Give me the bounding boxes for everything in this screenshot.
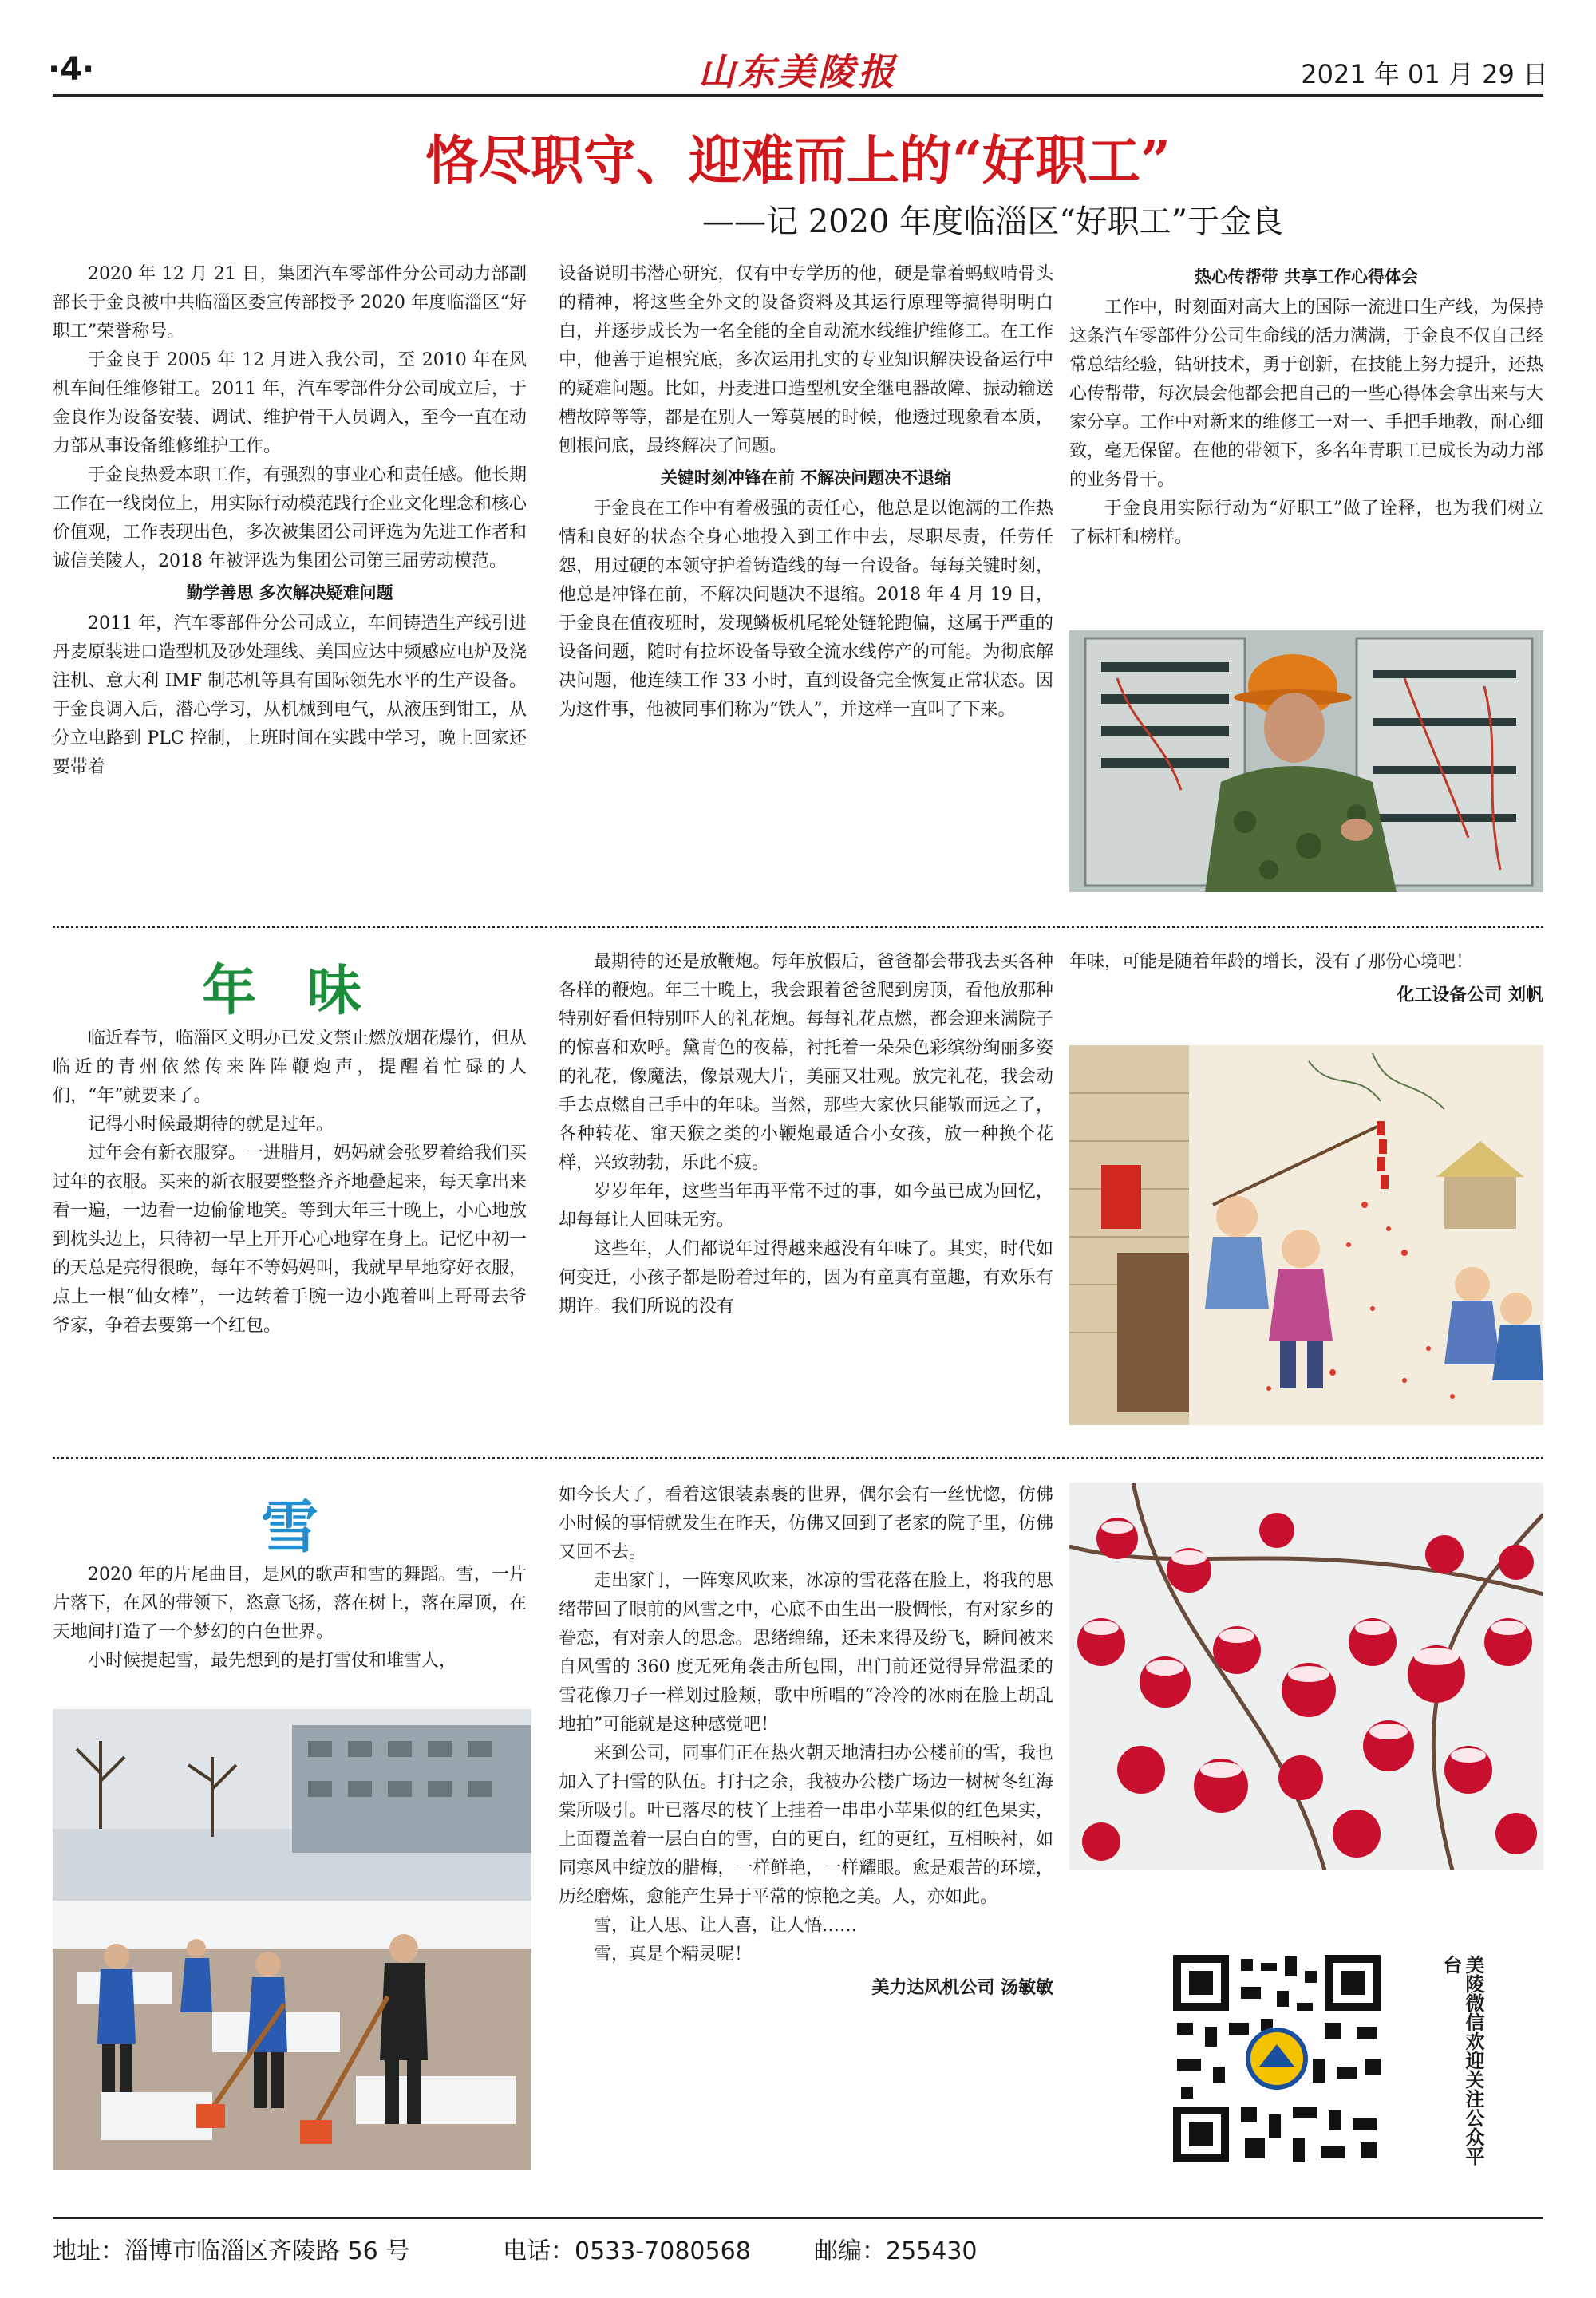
article-title: 恪尽职守、迎难而上的“好职工” bbox=[425, 129, 1171, 192]
footer-postcode: 邮编：255430 bbox=[814, 2237, 978, 2265]
article1-col3 bbox=[1069, 260, 1543, 552]
paragraph: 过年会有新衣服穿。一进腊月，妈妈就会张罗着给我们买过年的衣服。买来的新衣服要整整齐齐地叠起来，每天拿出来看一遍，一边看一边偷偷地笑。等到大年三十晚上，小心地放到枕头边上，只待初一早上开开心心地穿在身上。记忆中初一的天总是亮得很晚，每年不等妈妈叫，我就早早地穿好衣服，点上一根“仙女棒”，一边转着手腕一边小跑着叫上哥哥去爷爷家，争着去要第一个红包。 bbox=[53, 1143, 527, 1336]
paragraph: 于金良用实际行动为“好职工”做了诠释，也为我们树立了标杆和榜样。 bbox=[1069, 499, 1543, 547]
paragraph: 2020 年 12 月 21 日，集团汽车零部件分公司动力部副部长于金良被中共临淄区委宣传部授予 2020 年度临淄区“好职工”荣誉称号。 bbox=[53, 264, 527, 342]
masthead: 山东美陵报 bbox=[698, 50, 898, 93]
section-heading: 勤学善思 多次解决疑难问题 bbox=[186, 583, 393, 602]
paragraph: 2011 年，汽车零部件分公司成立，车间铸造生产线引进丹麦原装进口造型机及砂处理线、美国应达中频感应电炉及浇注机、意大利 IMF 制芯机等具有国际领先水平的生产设备。于金良调入后，潜心学习，从机械到电气，从液压到钳工，从分立电路到 PLC 控制，上班时间在实践中学习，晚上回家还要带着 bbox=[53, 614, 527, 777]
paragraph: 年味，可能是随着年龄的增长，没有了那份心境吧！ bbox=[1069, 952, 1474, 972]
article1-col2 bbox=[559, 260, 1053, 725]
snow-sweeping-photo bbox=[53, 1709, 531, 2170]
new-year-illustration bbox=[1069, 1045, 1543, 1425]
paragraph: 2020 年的片尾曲目，是风的歌声和雪的舞蹈。雪，一片片落下，在风的带领下，恣意飞扬，落在树上，落在屋顶，在天地间打造了一个梦幻的白色世界。 bbox=[53, 1565, 527, 1642]
paragraph: 如今长大了，看着这银装素裹的世界，偶尔会有一丝忧惚，仿佛小时候的事情就发生在昨天，仿佛又回到了老家的院子里，仿佛又回不去。 bbox=[559, 1485, 1053, 1562]
article3-col2 bbox=[559, 1481, 1053, 2004]
footer-address: 地址：淄博市临淄区齐陵路 56 号 bbox=[53, 2237, 410, 2265]
author-byline: 化工设备公司 刘帆 bbox=[1396, 985, 1543, 1005]
paragraph: 于金良热爱本职工作，有强烈的事业心和责任感。他长期工作在一线岗位上，用实际行动模范践行企业文化理念和核心价值观，工作表现出色，多次被集团公司评选为先进工作者和诚信美陵人，2018 年被评选为集团公司第三届劳动模范。 bbox=[53, 465, 527, 571]
paragraph: 最期待的还是放鞭炮。每年放假后，爸爸都会带我去买各种各样的鞭炮。年三十晚上，我会跟着爸爸爬到房顶，看他放那种特别好看但特别吓人的礼花炮。每每礼花点燃，都会迎来满院子的惊喜和欢呼。黛青色的夜幕，衬托着一朵朵色彩缤纷绚丽多姿的礼花，像魔法，像景观大片，美丽又壮观。放完礼花，我会动手去点燃自己手中的年味。当然，那些大家伙只能敬而远之了，各种转花、窜天猴之类的小鞭炮最适合小女孩，放一种换个花样，兴致勃勃，乐此不疲。 bbox=[559, 952, 1053, 1173]
paragraph: 于金良于 2005 年 12 月进入我公司，至 2010 年在风机车间任维修钳工。2011 年，汽车零部件分公司成立后，于金良作为设备安装、调试、维护骨干人员调入，至今一直在动力部从事设备维修维护工作。 bbox=[53, 350, 527, 456]
article-title: 雪 bbox=[260, 1493, 318, 1561]
worker-photo bbox=[1069, 630, 1543, 892]
paragraph: 岁岁年年，这些当年再平常不过的事，如今虽已成为回忆，却每每让人回味无穷。 bbox=[559, 1182, 1053, 1230]
paragraph: 临近春节，临淄区文明办已发文禁止燃放烟花爆竹，但从临近的青州依然传来阵阵鞭炮声，提醒着忙碌的人们，“年”就要来了。 bbox=[53, 1029, 527, 1106]
paragraph: 来到公司，同事们正在热火朝天地清扫办公楼前的雪，我也加入了扫雪的队伍。打扫之余，我被办公楼广场边一树树冬红海棠所吸引。叶已落尽的枝丫上挂着一串串小苹果似的红色果实，上面覆盖着一层白白的雪，白的更白，红的更红，互相映衬，如同寒风中绽放的腊梅，一样鲜艳，一样耀眼。愈是艰苦的环境，历经磨炼，愈能产生异于平常的惊艳之美。人，亦如此。 bbox=[559, 1743, 1053, 1907]
author-byline: 美力达风机公司 汤敏敏 bbox=[871, 1978, 1053, 1998]
page-number: ·4· bbox=[48, 51, 95, 88]
paragraph: 小时候提起雪，最先想到的是打雪仗和堆雪人， bbox=[88, 1651, 457, 1671]
paragraph: 雪，真是个精灵呢！ bbox=[594, 1945, 753, 1964]
article-title: 年 味 bbox=[202, 960, 377, 1023]
article-subtitle: ——记 2020 年度临淄区“好职工”于金良 bbox=[702, 203, 1284, 240]
paragraph: 记得小时候最期待的就是过年。 bbox=[88, 1115, 334, 1135]
paragraph: 于金良在工作中有着极强的责任心，他总是以饱满的工作热情和良好的状态全身心地投入到工作中去，尽职尽责，任劳任怨，用过硬的本领守护着铸造线的每一台设备。每每关键时刻，他总是冲锋在前，不解决问题决不退缩。2018 年 4 月 19 日，于金良在值夜班时，发现鳞板机尾轮处链轮跑偏，这属于严重的设备问题，随时有拉坏设备导致全流水线停产的可能。为彻底解决问题，他连续工作 33 小时，直到设备完全恢复正常状态。因为这件事，他被同事们称为“铁人”，并这样一直叫了下来。 bbox=[559, 499, 1053, 720]
issue-date: 2021 年 01 月 29 日 bbox=[1301, 59, 1548, 89]
article2-col3 bbox=[1069, 948, 1543, 1011]
section-heading: 热心传帮带 共享工作心得体会 bbox=[1194, 267, 1419, 286]
paragraph: 走出家门，一阵寒风吹来，冰凉的雪花落在脸上，将我的思绪带回了眼前的风雪之中，心底不由生出一股惆怅，有对家乡的眷恋，有对亲人的思念。思绪绵绵，还未来得及纷飞，瞬间被来自风雪的 360 度无死角袭击所包围，出门前还觉得异常温柔的雪花像刀子一样划过脸颊，歌中所唱的“冷冷的冰雨在脸上胡乱地拍”可能就是这种感觉吧！ bbox=[559, 1571, 1053, 1735]
footer-rule bbox=[53, 2217, 1543, 2219]
paragraph: 雪，让人思、让人喜，让人悟…… bbox=[594, 1916, 858, 1936]
header-rule bbox=[53, 94, 1543, 97]
section-heading: 关键时刻冲锋在前 不解决问题决不退缩 bbox=[660, 468, 952, 488]
snowy-berries-photo bbox=[1069, 1483, 1543, 1870]
qr-code[interactable] bbox=[1165, 1947, 1389, 2170]
qr-caption: 美陵微信欢迎关注公众平台 bbox=[1440, 1955, 1484, 2166]
article2-col2 bbox=[559, 948, 1053, 1321]
paragraph: 工作中，时刻面对高大上的国际一流进口生产线，为保持这条汽车零部件分公司生命线的活力满满，于金良不仅自己经常总结经验，钻研技术，勇于创新，在技能上努力提升，还热心传帮带，每次晨会他都会把自己的一些心得体会拿出来与大家分享。工作中对新来的维修工一对一、手把手地教，耐心细致，毫无保留。在他的带领下，多名年青职工已成长为动力部的业务骨干。 bbox=[1069, 298, 1544, 490]
article1-col1 bbox=[53, 260, 527, 782]
paragraph: 这些年，人们都说年过得越来越没有年味了。其实，时代如何变迁，小孩子都是盼着过年的，因为有童真有童趣，有欢乐有期许。我们所说的没有 bbox=[559, 1239, 1053, 1317]
divider bbox=[53, 926, 1543, 928]
article2-col1 bbox=[53, 1025, 527, 1340]
footer-phone: 电话：0533-7080568 bbox=[503, 2237, 751, 2265]
divider bbox=[53, 1457, 1543, 1459]
paragraph: 设备说明书潜心研究，仅有中专学历的他，硬是靠着蚂蚁啃骨头的精神，将这些全外文的设备资料及其运行原理等搞得明明白白，并逐步成长为一名全能的全自动流水线维护维修工。在工作中，他善于追根究底，多次运用扎实的专业知识解决设备运行中的疑难问题。比如，丹麦进口造型机安全继电器故障、振动输送槽故障等等，都是在别人一筹莫展的时候，他透过现象看本质，刨根问底，最终解决了问题。 bbox=[559, 264, 1053, 456]
article3-col1 bbox=[53, 1561, 527, 1676]
